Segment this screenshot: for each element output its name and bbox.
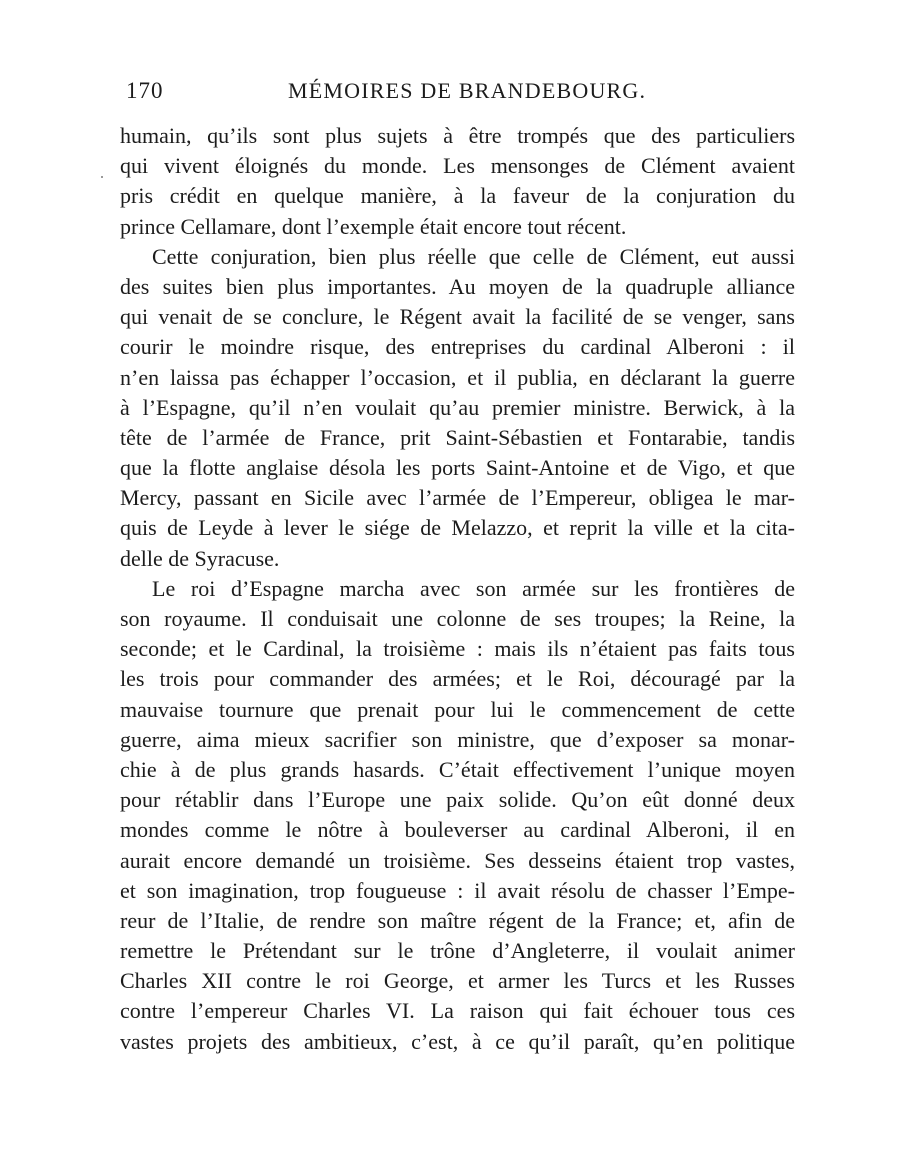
text-line: delle de Syracuse. bbox=[120, 545, 280, 571]
text-line: Le roi d’Espagne marcha avec son armée sur les frontières de bbox=[152, 575, 795, 601]
text-line: chie à de plus grands hasards. C’était effectivement l’unique moyen bbox=[120, 756, 795, 782]
text-line: Cette conjuration, bien plus réelle que celle de Clément, eut aussi bbox=[152, 243, 795, 269]
text-line: qui venait de se conclure, le Régent avait la facilité de se venger, sans bbox=[120, 304, 795, 330]
text-line: aurait encore demandé un troisième. Ses desseins étaient trop vastes, bbox=[120, 847, 795, 873]
text-line: n’en laissa pas échapper l’occasion, et il publia, en déclarant la guerre bbox=[120, 364, 795, 390]
text-line: Mercy, passant en Sicile avec l’armée de l’Empereur, obligea le mar- bbox=[120, 485, 795, 511]
text-line: qui vivent éloignés du monde. Les mensonges de Clément avaient bbox=[120, 153, 795, 179]
text-line: mondes comme le nôtre à bouleverser au cardinal Alberoni, il en bbox=[120, 817, 795, 843]
text-line: pris crédit en quelque manière, à la faveur de la conjuration du bbox=[120, 183, 795, 209]
text-line: seconde; et le Cardinal, la troisième : mais ils n’étaient pas faits tous bbox=[120, 636, 795, 662]
page-number: 170 bbox=[126, 78, 164, 103]
text-line: guerre, aima mieux sacrifier son ministre, que d’exposer sa monar- bbox=[120, 726, 795, 752]
text-line: reur de l’Italie, de rendre son maître régent de la France; et, afin de bbox=[120, 907, 795, 933]
text-line: des suites bien plus importantes. Au moyen de la quadruple alliance bbox=[120, 273, 795, 299]
text-line: Charles XII contre le roi George, et armer les Turcs et les Russes bbox=[120, 968, 795, 994]
text-line: mauvaise tournure que prenait pour lui le commencement de cette bbox=[120, 696, 795, 722]
margin-speck bbox=[101, 176, 103, 178]
text-line: à l’Espagne, qu’il n’en voulait qu’au premier ministre. Berwick, à la bbox=[120, 394, 795, 420]
text-line: les trois pour commander des armées; et le Roi, découragé par la bbox=[120, 666, 795, 692]
text-line: que la flotte anglaise désola les ports Saint-Antoine et de Vigo, et que bbox=[120, 455, 795, 481]
running-title: MÉMOIRES DE BRANDEBOURG. bbox=[288, 78, 647, 103]
text-line: tête de l’armée de France, prit Saint-Sébastien et Fontarabie, tandis bbox=[120, 424, 795, 450]
text-line: son royaume. Il conduisait une colonne de ses troupes; la Reine, la bbox=[120, 606, 795, 631]
text-line: pour rétablir dans l’Europe une paix solide. Qu’on eût donné deux bbox=[120, 787, 795, 813]
text-line: prince Cellamare, dont l’exemple était encore tout récent. bbox=[120, 213, 627, 239]
running-head bbox=[120, 78, 810, 108]
text-line: remettre le Prétendant sur le trône d’Angleterre, il voulait animer bbox=[120, 938, 795, 964]
text-line: vastes projets des ambitieux, c’est, à ce qu’il paraît, qu’en politique bbox=[120, 1028, 795, 1054]
body-text bbox=[120, 121, 795, 1057]
text-line: quis de Leyde à lever le siége de Melazzo, et reprit la ville et la cita- bbox=[120, 515, 795, 541]
text-line: et son imagination, trop fougueuse : il avait résolu de chasser l’Empe- bbox=[120, 877, 795, 903]
text-line: humain, qu’ils sont plus sujets à être trompés que des particuliers bbox=[120, 123, 795, 148]
text-line: contre l’empereur Charles VI. La raison qui fait échouer tous ces bbox=[120, 998, 795, 1024]
text-line: courir le moindre risque, des entreprises du cardinal Alberoni : il bbox=[120, 334, 795, 360]
